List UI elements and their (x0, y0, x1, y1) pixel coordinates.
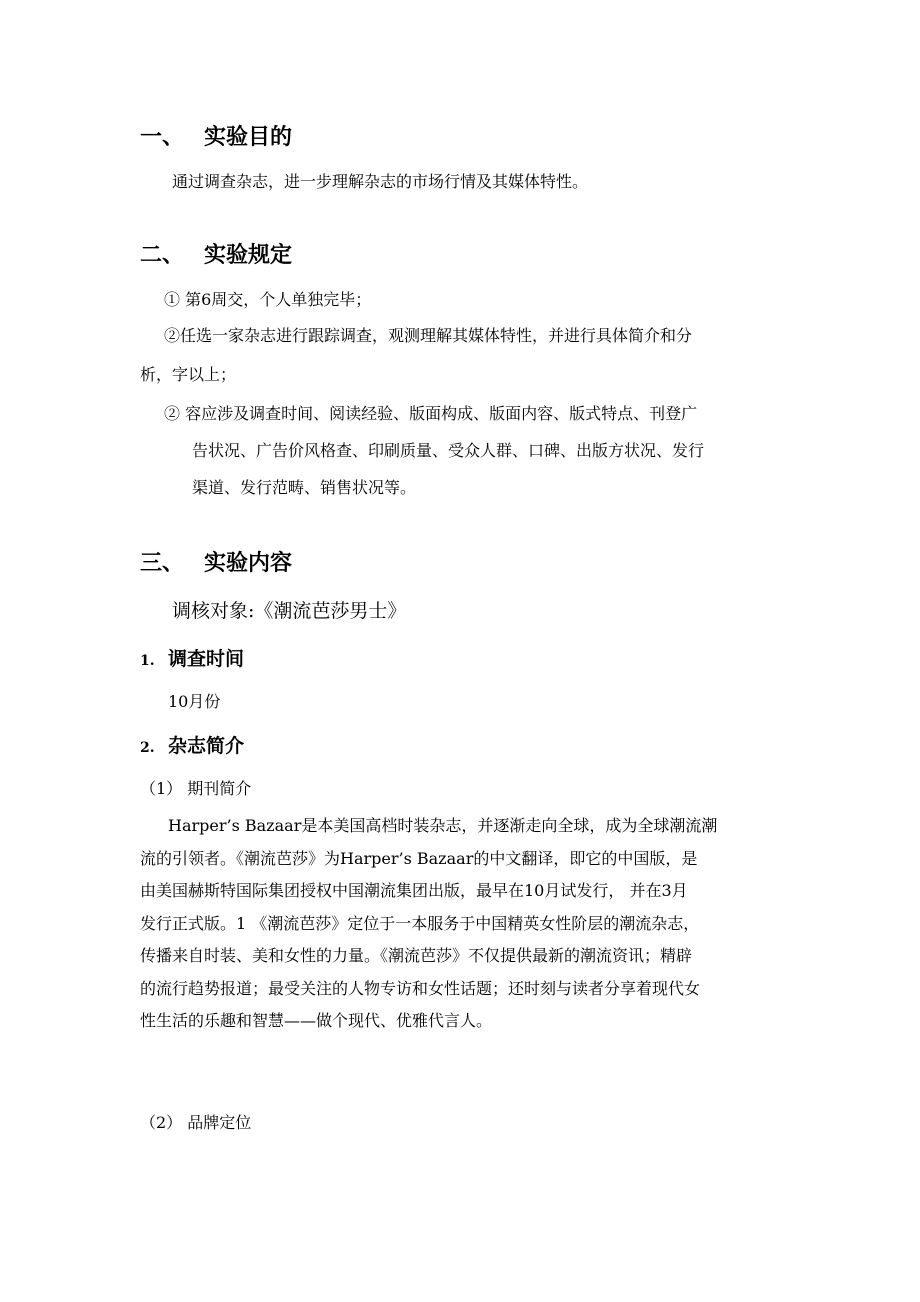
item-label-2: （2） 品牌定位 (140, 1113, 252, 1132)
requirement-item-1: ① 第6周交，个人单独完毕； (164, 290, 372, 309)
subheading-number: 2. (140, 740, 155, 756)
subheading-2 (140, 731, 244, 758)
subheading-title: 杂志简介 (168, 735, 245, 757)
survey-target: 调核对象:《潮流芭莎男士》 (172, 600, 407, 622)
section-title: 实验目的 (204, 125, 293, 150)
item-label-1: （1） 期刊简介 (140, 779, 252, 798)
magazine-intro-paragraph (140, 810, 780, 1038)
paragraph-line: 传播来自时装、美和女性的力量。《潮流芭莎》不仅提供最新的潮流资讯；精辟 (140, 946, 693, 965)
subheading-title: 调查时间 (168, 648, 245, 670)
section-heading-1 (140, 120, 292, 151)
requirement-item-3-line-1: ② 容应涉及调查时间、阅读经验、版面构成、版面内容、版式特点、刊登广 (164, 404, 698, 423)
paragraph-line: 由美国赫斯特国际集团授权中国潮流集团出版，最早在10月试发行， 并在3月 (140, 881, 688, 900)
subheading-1 (140, 644, 244, 671)
requirement-item-2-line-2: 析，字以上； (140, 365, 237, 384)
purpose-text: 通过调查杂志，进一步理解杂志的市场行情及其媒体特性。 (172, 172, 589, 191)
requirement-item-3-line-2: 告状况、广告价风格查、印刷质量、受众人群、口碑、出版方状况、发行 (192, 441, 705, 460)
paragraph-line: 流的引领者。《潮流芭莎》为Harper’s Bazaar的中文翻译，即它的中国版，是 (140, 848, 698, 868)
paragraph-line: 性生活的乐趣和智慧——做个现代、优雅代言人。 (140, 1011, 493, 1030)
section-heading-2 (140, 238, 292, 269)
section-number: 二、 (140, 243, 185, 268)
section-heading-3 (140, 546, 292, 577)
paragraph-line: 发行正式版。1 《潮流芭莎》定位于一本服务于中国精英女性阶层的潮流杂志， (140, 913, 700, 933)
requirement-item-2-line-1: ②任选一家杂志进行跟踪调查，观测理解其媒体特性，并进行具体简介和分 (164, 326, 693, 345)
section-title: 实验规定 (204, 243, 293, 268)
requirement-item-3-line-3: 渠道、发行范畴、销售状况等。 (192, 478, 417, 497)
paragraph-line: Harper’s Bazaar是本美国高档时装杂志，并逐渐走向全球，成为全球潮流潮 (168, 816, 718, 835)
section-number: 三、 (140, 551, 185, 576)
section-number: 一、 (140, 125, 185, 150)
section-title: 实验内容 (204, 551, 293, 576)
subheading-number: 1. (140, 653, 155, 669)
survey-time-value: 10月份 (168, 692, 221, 711)
paragraph-line: 的流行趋势报道；最受关注的人物专访和女性话题；还时刻与读者分享着现代女 (140, 978, 701, 998)
